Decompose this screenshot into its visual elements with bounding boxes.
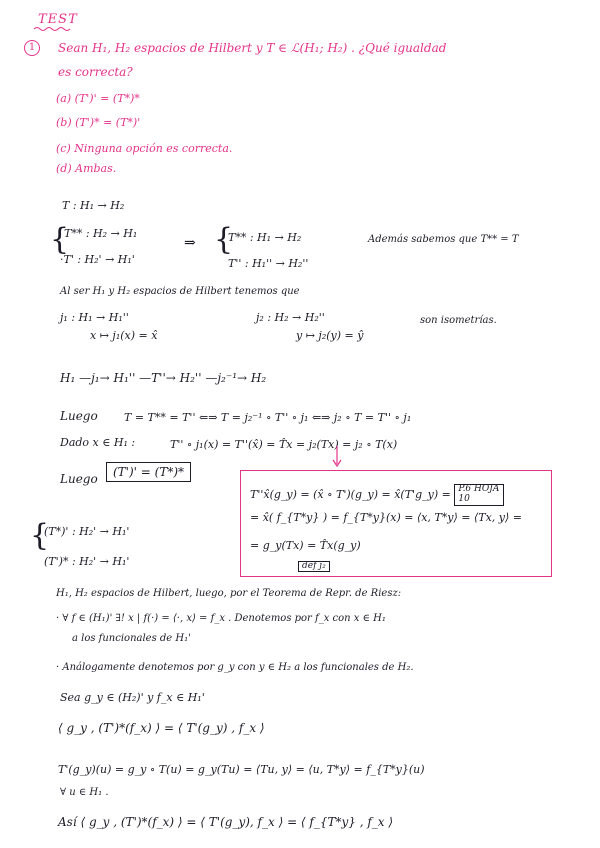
answer-equation: (T')' = (T*)* <box>106 462 191 482</box>
riesz-line-2: · ∀ f ∈ (H₁)' ∃! x | f(·) = ⟨·, x⟩ = f_x . Denotemos por f_x con x ∈ H₁ <box>56 613 386 624</box>
option-a: (a) (T')' = (T*)* <box>56 92 140 105</box>
definition-tag <box>298 558 330 574</box>
question-number: 1 <box>24 40 40 56</box>
derivation-line-3: = g_y(Tx) = T̂x(g_y) <box>250 539 361 552</box>
sea-line: Sea g_y ∈ (H₂)' y f_x ∈ H₁' <box>60 691 205 704</box>
j1-map: j₁ : H₁ → H₁'' <box>60 311 129 324</box>
pink-down-arrow <box>332 446 342 468</box>
derivation-line-1-text: T''x̂(g_y) = (x̂ ∘ T')(g_y) = x̂(T'g_y) = <box>250 487 451 501</box>
question-line-2: es correcta? <box>58 65 133 79</box>
hilbert-statement: Al ser H₁ y H₂ espacios de Hilbert tenemos que <box>60 286 300 297</box>
option-d: (d) Ambas. <box>56 162 117 175</box>
j2-map: j₂ : H₂ → H₂'' <box>256 311 325 324</box>
definition-tag-text: def j₂ <box>298 561 330 573</box>
note-double-adjoint: Además sabemos que T** = T <box>368 234 519 245</box>
riesz-line-1: H₁, H₂ espacios de Hilbert, luego, por el Teorema de Repr. de Riesz: <box>56 588 402 599</box>
dado-label: Dado x ∈ H₁ : <box>60 436 136 449</box>
page-title: TEST <box>38 12 78 27</box>
luego-equation: T = T** = T'' ⇐⇒ T = j₂⁻¹ ∘ T'' ∘ j₁ ⇐⇒ j₂ ∘ T = T'' ∘ j₁ <box>124 411 412 424</box>
analogous-line: · Análogamente denotemos por g_y con y ∈ H₂ a los funcionales de H₂. <box>56 662 414 673</box>
reference-tag: P.6 HOJA 10 <box>454 484 504 506</box>
composition-chain: H₁ —j₁→ H₁'' —T''→ H₂'' —j₂⁻¹→ H₂ <box>60 371 267 385</box>
luego-label: Luego <box>60 409 98 423</box>
left-brace: { <box>50 222 70 257</box>
adjoint-brace: { <box>30 518 50 553</box>
implies-arrow: ⇒ <box>184 235 196 251</box>
map-definition: T : H₁ → H₂ <box>62 199 125 212</box>
luego-label-2: Luego <box>60 472 98 486</box>
derivation-line-2: = x̂( f_{T*y} ) = f_{T*y}(x) = ⟨x, T*y⟩ = ⟨Tx, y⟩ = <box>250 511 523 524</box>
inner-product-line: ⟨ g_y , (T')*(f_x) ⟩ = ⟨ T'(g_y) , f_x ⟩ <box>58 721 265 735</box>
system-line-1: T** : H₂ → H₁ <box>64 227 138 240</box>
j1-rule: x ↦ j₁(x) = x̂ <box>90 329 158 342</box>
tprime-line: T'(g_y)(u) = g_y ∘ T(u) = g_y(Tu) = ⟨Tu, y⟩ = ⟨u, T*y⟩ = f_{T*y}(u) <box>58 763 425 776</box>
conclusion-line: Así ⟨ g_y , (T')*(f_x) ⟩ = ⟨ T'(g_y), f_x ⟩ = ⟨ f_{T*y} , f_x ⟩ <box>58 815 394 829</box>
result-line-2: T'' : H₁'' → H₂'' <box>228 257 309 270</box>
right-brace: { <box>214 222 234 257</box>
option-b: (b) (T')* = (T*)' <box>56 116 141 129</box>
dado-equation: T'' ∘ j₁(x) = T''(x̂) = T̂x = j₂(Tx) = j₂ ∘ T(x) <box>170 438 398 451</box>
derivation-line-1 <box>250 484 504 506</box>
title-underline <box>34 26 74 32</box>
answer-box <box>106 466 191 478</box>
system-line-2: ·T' : H₂' → H₁' <box>60 253 135 266</box>
option-c: (c) Ninguna opción es correcta. <box>56 142 233 155</box>
result-line-1: T** : H₁ → H₂ <box>228 231 302 244</box>
isometries-note: son isometrías. <box>420 315 497 326</box>
adjoint-prime-star: (T')* : H₂' → H₁' <box>44 555 130 568</box>
forall-line: ∀ u ∈ H₁ . <box>60 787 109 798</box>
adjoint-star-prime: (T*)' : H₂' → H₁' <box>44 525 130 538</box>
question-line-1: Sean H₁, H₂ espacios de Hilbert y T ∈ ℒ(H₁; H₂) . ¿Qué igualdad <box>58 41 447 55</box>
riesz-line-3: a los funcionales de H₁' <box>72 633 191 644</box>
j2-rule: y ↦ j₂(y) = ŷ <box>296 329 364 342</box>
